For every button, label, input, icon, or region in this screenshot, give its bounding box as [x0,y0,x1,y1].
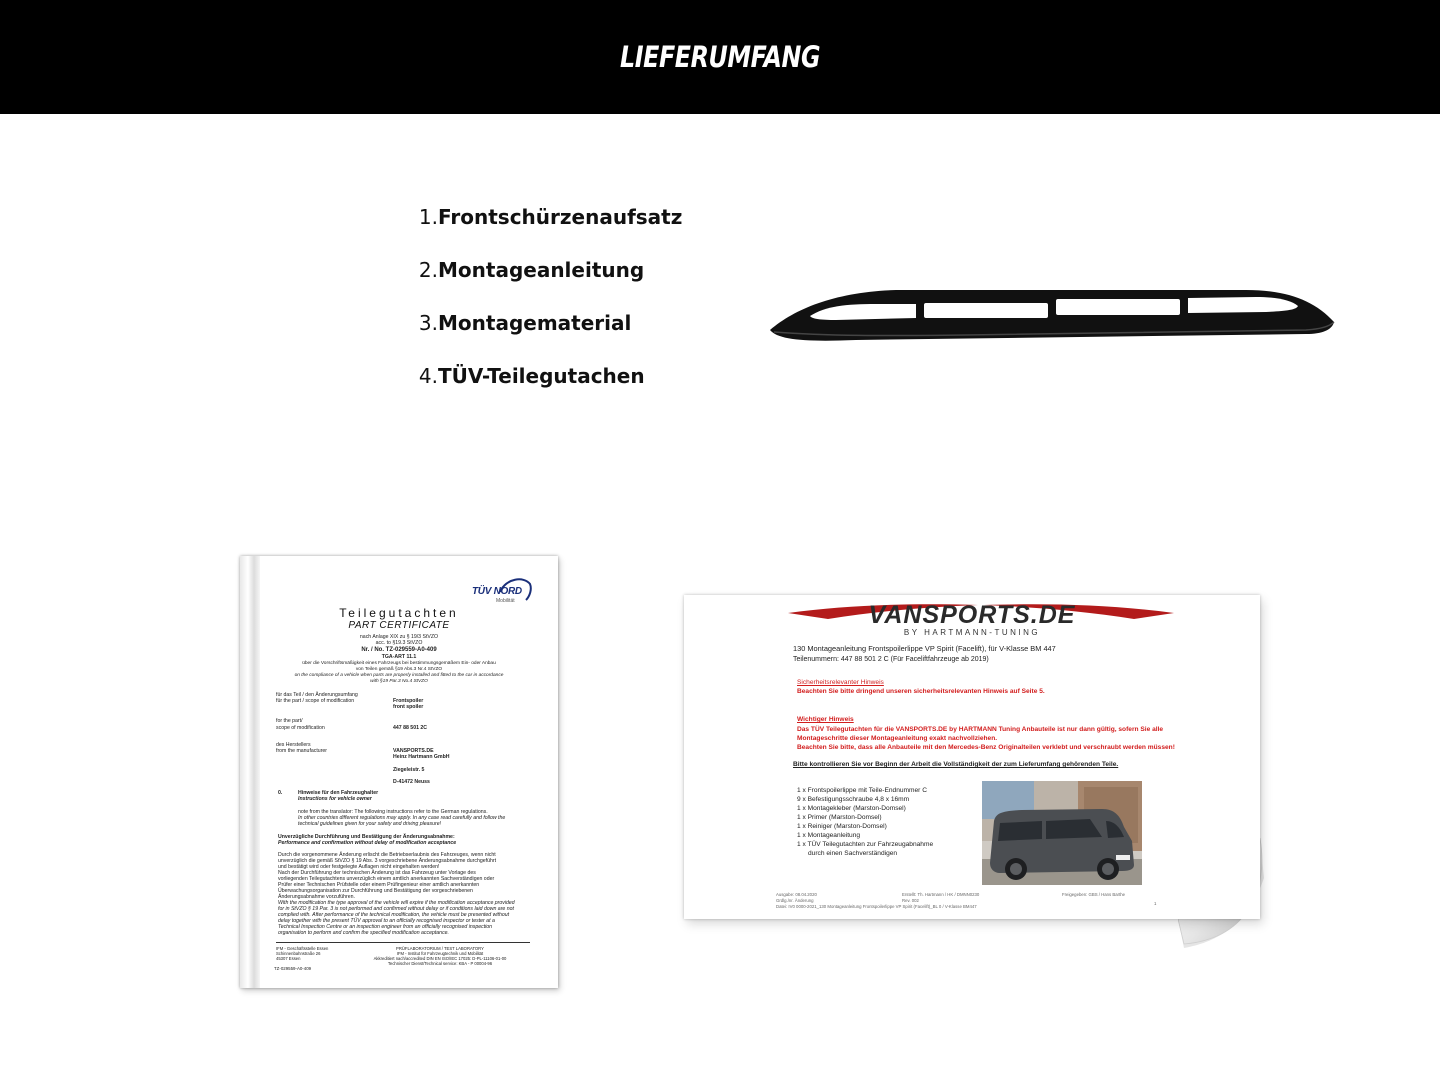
manual-footer: Erstellt: Th. Hartmann / HK / DMNN0230 [902,892,980,897]
important-text: Beachten Sie bitte, dass alle Anbauteile mit den Mercedes-Benz Originalteilen verklebt und verschraubt werden müssen! [797,744,1175,751]
cert-field-label: from the manufacturer [276,748,328,754]
cert-address: D-41472 Neuss [393,779,430,785]
cert-field-value: VANSPORTS.DE [393,748,434,754]
cert-heading: Performance and confirmation without delay of modification acceptance [278,840,457,846]
list-item-number: 2. [418,258,438,282]
parts-list-item: 9 x Befestigungsschraube 4,8 x 16mm [797,796,910,803]
cert-text: for in StVZO § 19 Par. 3 is not performed and confirmed without delay or if conditions laid down are not [278,906,514,912]
cert-text: nach Anlage XIX zu § 19/3 StVZO [359,634,439,640]
list-item-label: Montagematerial [438,311,632,335]
manual-title: 130 Montageanleitung Frontspoilerlippe VP Spirit (Facelift), für V-Klasse BM 447 [793,644,1056,653]
cert-section-number: 0. [278,790,283,796]
cert-field-label: für the part / scope of modification [276,698,355,704]
cert-text: organisation to perform and confirm the specified modification acceptance. [278,930,449,936]
cert-field-label: des Herstellers [276,742,311,748]
cert-footer: IFM - Institut für Fahrzeugtechnik und Mobilität [396,951,484,956]
cert-text: Technical Inspection Centre or an inspection engineer from an officially recognised inspection [278,924,493,930]
cert-text: Prüfer einer Technischen Prüfstelle oder einem Prüfingenieur einer amtlich anerkannten [278,882,480,888]
manual-footer: Freigegeben: GBS / Hans Barthe [1062,892,1126,897]
list-item-number: 3. [418,311,438,335]
list-item-number: 4. [418,364,438,388]
parts-list-item: 1 x Montagekleber (Marston-Domsel) [797,805,906,812]
cert-text: Änderungsabnahme vorzuführen. [278,894,355,900]
manual-footer: Grdlg./nr. Änderung [776,898,814,903]
installation-manual-image [684,595,1260,919]
list-item [400,258,644,282]
vansports-brand: VANSPORTS.DE [868,601,1076,629]
cert-text: unverzüglich die gemäß StVZO § 19 Abs. 3 vorgeschriebene Änderungsabnahme durchgeführt [278,858,497,864]
cert-text: acc. to §19.3 StVZO [375,640,423,646]
safety-text: Beachten Sie bitte dringend unseren sicherheitsrelevanten Hinweis auf Seite 5. [797,688,1045,695]
cert-field-label: for the part/ [276,718,303,724]
cert-field-label: für das Teil / den Änderungsumfang [276,692,358,698]
important-heading: Wichtiger Hinweis [797,716,854,723]
cert-field-value: Frontspoiler [393,698,424,704]
check-text: Bitte kontrollieren Sie vor Beginn der Arbeit die Vollständigkeit der zum Lieferumfang gehörenden Teile. [793,761,1119,768]
cert-text: Durch die vorgenommene Änderung erlischt die Betriebserlaubnis des Fahrzeuges, wenn nicht [278,852,496,858]
important-text: Montageschritte dieser Montageanleitung exakt nachvollziehen. [797,735,998,742]
cert-footer: Schinnenbahnstraße 26 [276,951,321,956]
cert-footer: 45307 Essen [276,956,301,961]
cert-text: complied with. After performance of the technical modification, the vehicle must be presented without [278,912,510,918]
parts-list-item: 1 x Frontspoilerlippe mit Teile-Endnummer C [797,787,927,794]
cert-text: TGA-ART 11.1 [381,654,417,660]
cert-text: on the compliance of a vehicle when parts are properly installed and fitted to the car in accordance [294,673,504,678]
van-photo [982,781,1142,885]
cert-text: Überwachungsorganisation zur Durchführung und Bestätigung der vorgeschriebenen [278,888,473,894]
cert-section-title: Hinweise für den Fahrzeughalter [298,790,379,796]
list-item [400,364,645,388]
parts-list-item: 1 x Reiniger (Marston-Domsel) [797,823,887,830]
header-bar [0,0,1440,114]
manual-footer: Datei: IV0 0000-2021_130 Montageanleitung Frontspoilerlippe VP Spirit (Facelift)_BL 0 / V-Klasse BM447 [776,904,977,909]
manual-page-number: 1 [1154,901,1157,906]
cert-field-value: front spoiler [393,704,424,710]
cert-text: und bestätigt wird oder festgelegte Auflagen nicht eingehalten werden! [278,864,440,870]
parts-list-item: 1 x Primer (Marston-Domsel) [797,814,882,821]
cert-field-value: 447 88 501 2C [393,725,428,731]
cert-text: vorliegenden Teilegutachtens unverzüglich einem amtlich anerkannten Sachverständigen oder [278,876,495,882]
list-item-number: 1. [418,205,438,229]
cert-footer: Technischer Dienst/Technical service: KBA - P 00004-96 [387,961,493,966]
manual-footer: Ausgabe: 08.04.2020 [776,892,817,897]
list-item-label: Frontschürzenaufsatz [438,205,683,229]
cert-text: technical guidelines given for your safety and driving pleasure! [298,821,442,827]
page-title: LIEFERUMFANG [619,40,821,74]
cert-field-label: scope of modification [276,725,325,731]
tuv-nord-logo: TÜV NORD Mobilität [472,574,534,604]
cert-text: In other countries different regulations may apply. In any case read carefully and follow the [298,815,506,821]
cert-footer: PRÜFLABORATORIUM / TEST LABORATORY [396,946,484,951]
cert-field-value: Heinz Hartmann GmbH [393,754,450,760]
cert-text: von Teilen gemäß §19 Abs.3 Nr.4 StVZO [355,667,443,672]
cert-footer-id: TZ-029559-A0-409 [274,966,312,971]
parts-list-item: 1 x TÜV Teilegutachten zur Fahrzeugabnahme [797,841,934,848]
cert-section-title: Instructions for vehicle owner [298,796,372,802]
list-item-label: Montageanleitung [438,258,645,282]
safety-heading: Sicherheitsrelevanter Hinweis [797,679,884,686]
cert-number: Nr. / No. TZ-029559-A0-409 [361,647,437,653]
important-text: Das TÜV Teilegutachten für die VANSPORTS.DE by HARTMANN Tuning Anbauteile ist nur dann gültig, sofern Sie alle [797,726,1164,733]
list-item-label: TÜV-Teilegutachen [438,364,645,388]
cert-address: Ziegeleistr. 5 [393,767,425,773]
cert-heading: Unverzügliche Durchführung und Bestätigung der Änderungsabnahme: [278,834,455,840]
cert-divider [276,942,530,943]
cert-text: Nach der Durchführung der technischen Änderung ist das Fahrzeug unter Vorlage des [278,870,476,876]
front-apron-image [766,286,1336,346]
manual-footer: Rev. 002 [902,898,919,903]
parts-list-item: durch einen Sachverständigen [808,850,898,857]
cert-footer: IFM - Geschäftsstelle Essen [276,946,329,951]
cert-footer: Akkreditiert nach/accredited DIN EN ISO/IEC 17025: D-PL-11106-01-00 [373,956,507,961]
cert-text: über die Vorschriftsmäßigkeit eines Fahrzeugs bei bestimmungsgemäßem Ein- oder Anbau [302,661,496,666]
cert-text: with §19 Par.3 No.4 StVZO [370,679,428,684]
cert-title: Teilegutachten [339,606,459,620]
manual-part-number: Teilenummern: 447 88 501 2 C (Für Faceliftfahrzeuge ab 2019) [793,656,989,663]
list-item [400,311,631,335]
cert-text: note from the translator: The following instructions refer to the German regulations. [298,809,488,815]
vansports-tagline: BY HARTMANN-TUNING [903,628,1041,637]
cert-text: delay together with the present TÜV approval to an officially recognised inspector or tester at a [278,918,495,924]
cert-subtitle: PART CERTIFICATE [348,620,450,631]
parts-list-item: 1 x Montageanleitung [797,832,861,839]
tuv-certificate-image [240,556,558,988]
cert-text: With the modification the type approval of the vehicle will expire if the modification acceptance provided [278,900,515,906]
list-item [400,205,682,229]
